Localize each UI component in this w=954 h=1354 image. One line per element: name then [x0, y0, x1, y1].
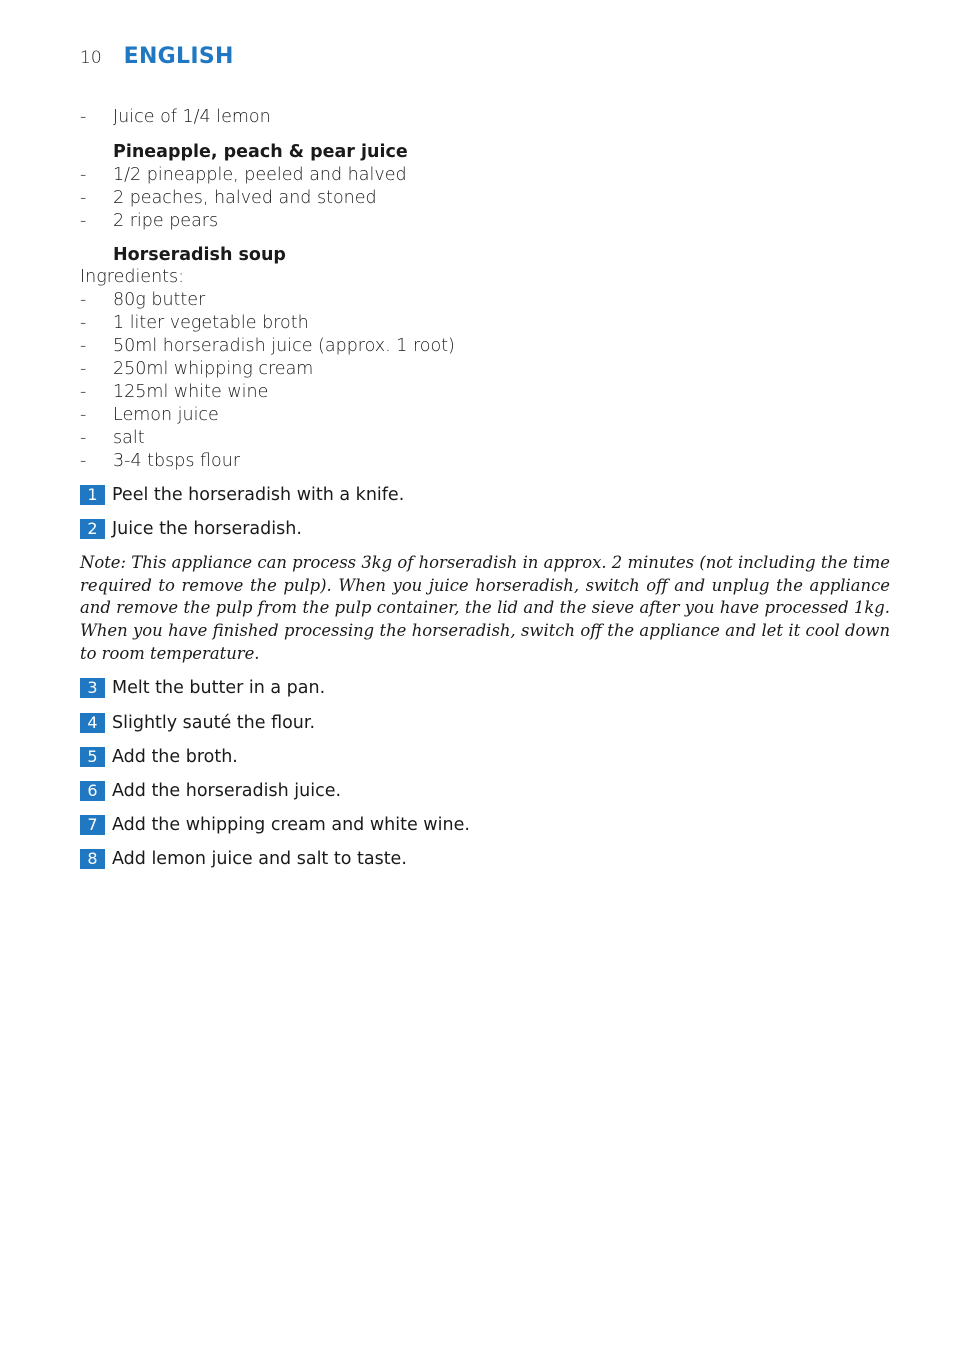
list-item: - 1 liter vegetable broth — [80, 313, 309, 334]
bullet-dash: - — [80, 381, 87, 402]
step-text: Add lemon juice and salt to taste. — [112, 849, 407, 870]
step-5 — [80, 746, 890, 768]
step-text: Juice the horseradish. — [112, 518, 302, 539]
bullet-dash: - — [80, 359, 87, 380]
step-text: Add the whipping cream and white wine. — [112, 815, 470, 836]
step-text: Melt the butter in a pan. — [112, 678, 326, 699]
step-text: Add the horseradish juice. — [112, 781, 342, 802]
section-title-horseradish-soup: Horseradish soup — [113, 244, 286, 265]
bullet-dash: - — [80, 427, 87, 448]
bullet-dash: - — [80, 107, 87, 127]
step-number-badge: 5 — [80, 747, 105, 767]
bullet-dash: - — [80, 450, 87, 471]
page-number: 10 — [80, 48, 102, 68]
list-item: - 125ml white wine — [80, 381, 269, 402]
ingredients-label: Ingredients: — [80, 267, 185, 288]
step-3 — [80, 677, 890, 699]
list-item: - 250ml whipping cream — [80, 359, 314, 380]
page-content — [80, 106, 890, 883]
bullet-dash: - — [80, 313, 87, 334]
page-header — [80, 44, 234, 78]
step-7 — [80, 814, 890, 836]
step-number-badge: 8 — [80, 849, 105, 869]
step-text: Peel the horseradish with a knife. — [112, 484, 405, 505]
list-item: - 2 peaches, halved and stoned — [80, 187, 377, 208]
list-item: - Juice of 1/4 lemon — [80, 107, 271, 127]
note-paragraph: Note: This appliance can process 3kg of horseradish in approx. 2 minutes (not including the time required to remove the pulp). When you juice horseradish, switch off and unplug the appliance and remove the pulp from the pulp container, the lid and the sieve after you have processed 1kg. When you have finished processing the horseradish, switch off the appliance and let it cool down to room temperature. — [80, 552, 890, 663]
bullet-dash: - — [80, 210, 87, 231]
step-number-badge: 6 — [80, 781, 105, 801]
bullet-dash: - — [80, 336, 87, 357]
step-number-badge: 3 — [80, 678, 105, 698]
step-text: Add the broth. — [112, 746, 238, 767]
step-number-badge: 4 — [80, 713, 105, 733]
bullet-dash: - — [80, 404, 87, 425]
section-title-pineapple-juice: Pineapple, peach & pear juice — [113, 141, 408, 162]
list-item: - 80g butter — [80, 290, 206, 311]
list-item: - 1/2 pineapple, peeled and halved — [80, 164, 407, 185]
step-6 — [80, 780, 890, 802]
step-2 — [80, 518, 890, 540]
step-number-badge: 7 — [80, 815, 105, 835]
list-item: - 2 ripe pears — [80, 210, 219, 231]
list-item: - 3-4 tbsps flour — [80, 450, 241, 471]
step-8 — [80, 848, 890, 870]
list-item: - Lemon juice — [80, 404, 219, 425]
bullet-dash: - — [80, 290, 87, 311]
step-number-badge: 1 — [80, 485, 105, 505]
step-1 — [80, 484, 890, 506]
list-item: - salt — [80, 427, 145, 448]
bullet-dash: - — [80, 164, 87, 185]
language-heading: ENGLISH — [123, 44, 234, 69]
step-4 — [80, 712, 890, 734]
list-item: - 50ml horseradish juice (approx. 1 root) — [80, 336, 455, 357]
bullet-dash: - — [80, 187, 87, 208]
step-text: Slightly sauté the flour. — [112, 712, 316, 733]
step-number-badge: 2 — [80, 519, 105, 539]
